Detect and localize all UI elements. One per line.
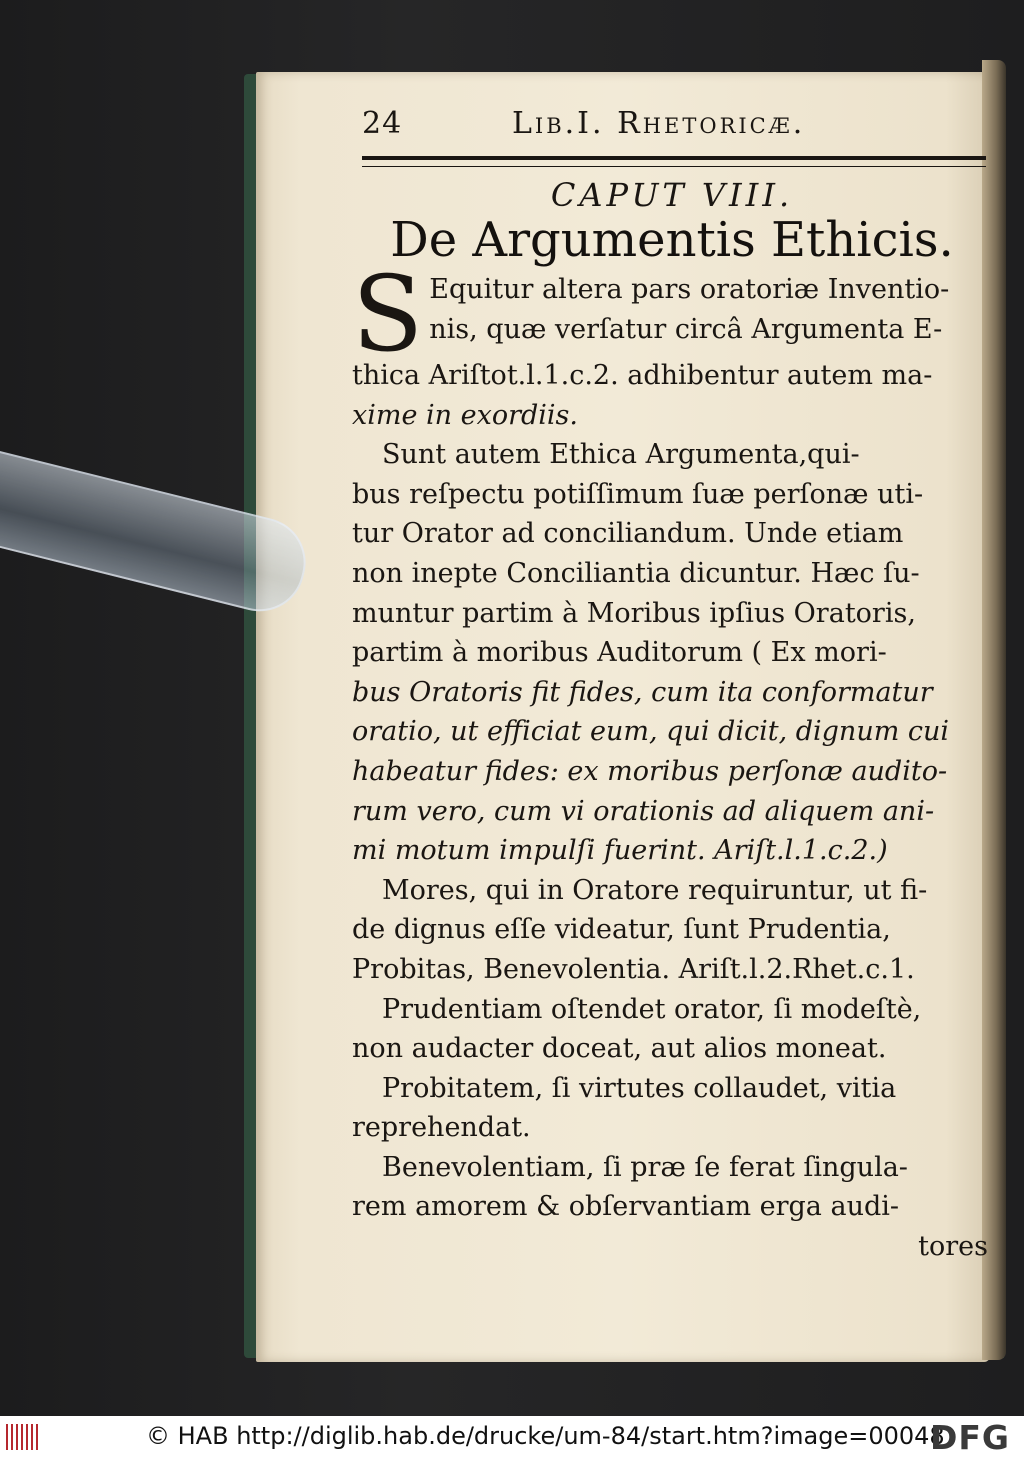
text-line: mi motum impulſi fuerint. Ariſt.l.1.c.2.) <box>352 835 888 867</box>
text-line: thica Ariſtot.l.1.c.2. adhibentur autem ma- <box>352 360 933 391</box>
text-line: reprehendat. <box>352 1112 531 1144</box>
text-line: Probitatem, ſi virtutes collaudet, vitia <box>382 1072 897 1104</box>
header-rule <box>362 156 986 160</box>
text-line: xime in exordiis. <box>352 399 578 431</box>
chapter-label: CAPUT VIII. <box>550 176 794 214</box>
text-line: non inepte Conciliantia dicuntur. Hæc ſu- <box>352 557 920 589</box>
text-line: bus reſpectu potiſſimum ſuæ perſonæ uti- <box>352 478 924 510</box>
text-line: Sunt autem Ethica Argumenta,qui- <box>382 439 860 471</box>
source-credit-link[interactable]: © HAB http://diglib.hab.de/drucke/um-84/start.htm?image=00048 <box>146 1422 945 1450</box>
text-line: Equitur altera pars oratoriæ Inventio- <box>429 274 950 305</box>
text-line: habeatur fides: ex moribus perſonæ audito- <box>352 755 948 787</box>
text-line: rum vero, cum vi orationis ad aliquem ani- <box>352 795 935 827</box>
body-text <box>352 253 988 1267</box>
text-line: Prudentiam oſtendet orator, ſi modeſtè, <box>382 993 922 1025</box>
drop-cap: S <box>352 253 424 375</box>
text-line: Probitas, Benevolentia. Ariſt.l.2.Rhet.c.1. <box>352 953 915 985</box>
barcode-icon <box>6 1424 40 1450</box>
header-rule-thin <box>362 166 986 167</box>
text-line: de dignus eſſe videatur, ſunt Prudentia, <box>352 914 891 946</box>
text-line: tur Orator ad conciliandum. Unde etiam <box>352 518 904 550</box>
text-line: partim à moribus Auditorum ( Ex mori- <box>352 637 887 669</box>
running-title: Lib.I. Rhetoricæ. <box>512 106 806 141</box>
dfg-logo: DFG <box>930 1418 1011 1457</box>
text-line: rem amorem & obſervantiam erga audi- <box>352 1191 900 1223</box>
page-header <box>362 106 982 150</box>
catchword: tores <box>918 1231 988 1263</box>
text-line: muntur partim à Moribus ipſius Oratoris, <box>352 597 916 629</box>
text-line: non audacter doceat, aut alios moneat. <box>352 1033 887 1065</box>
chapter-title: De Argumentis Ethicis. <box>390 212 954 268</box>
text-line: Benevolentiam, ſi præ ſe ferat ſingula- <box>382 1151 908 1183</box>
footer-bar <box>0 1416 1024 1457</box>
text-line: bus Oratoris fit fides, cum ita conformatur <box>352 676 933 708</box>
page-number: 24 <box>362 106 403 141</box>
text-line: nis, quæ verſatur circâ Argumenta E- <box>429 313 943 345</box>
text-line: oratio, ut efficiat eum, qui dicit, dignum cui <box>352 716 950 748</box>
text-line: Mores, qui in Oratore requiruntur, ut fi- <box>382 874 928 906</box>
